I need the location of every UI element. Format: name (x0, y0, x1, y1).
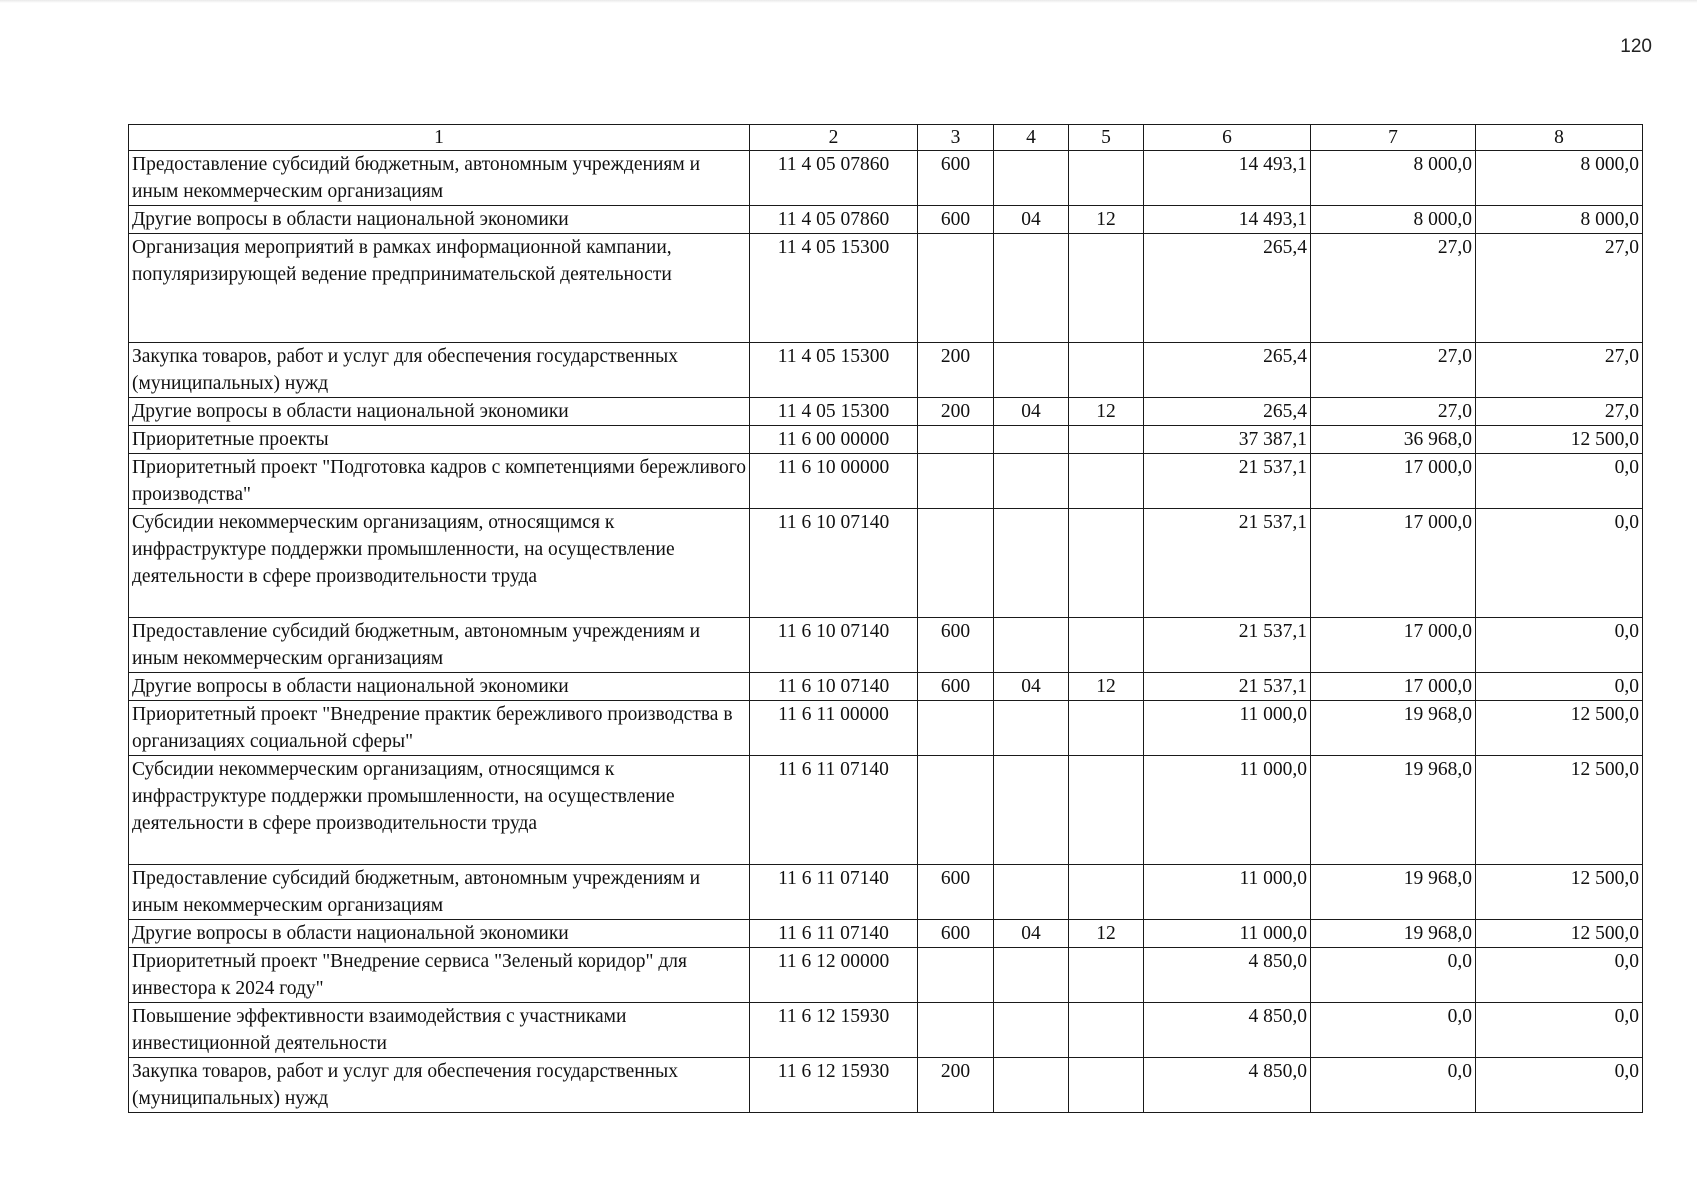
cell-col4: 04 (994, 206, 1069, 234)
header-row (129, 125, 1643, 151)
cell-col8: 0,0 (1476, 1058, 1643, 1113)
cell-code: 11 6 00 00000 (750, 426, 918, 454)
cell-col8: 0,0 (1476, 673, 1643, 701)
cell-col5: 12 (1069, 206, 1144, 234)
cell-col3: 200 (918, 343, 994, 398)
cell-col3 (918, 948, 994, 1003)
cell-col7: 19 968,0 (1311, 865, 1476, 920)
cell-col5 (1069, 343, 1144, 398)
cell-col4 (994, 1058, 1069, 1113)
cell-col8: 12 500,0 (1476, 426, 1643, 454)
cell-name: Организация мероприятий в рамках информационной кампании, популяризирующей ведение предпринимательской деятельности (129, 234, 750, 343)
cell-col7: 17 000,0 (1311, 618, 1476, 673)
cell-col7: 0,0 (1311, 948, 1476, 1003)
cell-col4: 04 (994, 673, 1069, 701)
cell-col3 (918, 701, 994, 756)
cell-col5 (1069, 426, 1144, 454)
table-row (129, 756, 1643, 865)
cell-col4 (994, 1003, 1069, 1058)
cell-col6: 265,4 (1144, 343, 1311, 398)
cell-code: 11 6 11 00000 (750, 701, 918, 756)
cell-col5: 12 (1069, 920, 1144, 948)
cell-col5 (1069, 948, 1144, 1003)
cell-col3 (918, 234, 994, 343)
cell-name: Субсидии некоммерческим организациям, относящимся к инфраструктуре поддержки промышленности, на осуществление деятельности в сфере производительности труда (129, 509, 750, 618)
cell-col5 (1069, 701, 1144, 756)
cell-name: Другие вопросы в области национальной экономики (129, 920, 750, 948)
cell-col4 (994, 151, 1069, 206)
cell-col5: 12 (1069, 398, 1144, 426)
cell-name: Приоритетные проекты (129, 426, 750, 454)
cell-col7: 27,0 (1311, 343, 1476, 398)
table-row (129, 701, 1643, 756)
table-row (129, 343, 1643, 398)
column-header-4: 4 (994, 125, 1069, 151)
cell-col8: 12 500,0 (1476, 865, 1643, 920)
cell-code: 11 6 12 00000 (750, 948, 918, 1003)
cell-col8: 27,0 (1476, 398, 1643, 426)
cell-col4 (994, 509, 1069, 618)
cell-col8: 8 000,0 (1476, 151, 1643, 206)
cell-col7: 27,0 (1311, 234, 1476, 343)
column-header-6: 6 (1144, 125, 1311, 151)
cell-col6: 4 850,0 (1144, 1058, 1311, 1113)
cell-code: 11 4 05 15300 (750, 398, 918, 426)
cell-code: 11 4 05 07860 (750, 151, 918, 206)
cell-col7: 8 000,0 (1311, 206, 1476, 234)
cell-code: 11 6 10 07140 (750, 509, 918, 618)
cell-col7: 27,0 (1311, 398, 1476, 426)
table-row (129, 1058, 1643, 1113)
cell-name: Другие вопросы в области национальной экономики (129, 673, 750, 701)
column-header-2: 2 (750, 125, 918, 151)
cell-col4 (994, 234, 1069, 343)
cell-col4: 04 (994, 920, 1069, 948)
table-row (129, 865, 1643, 920)
cell-name: Приоритетный проект "Внедрение сервиса "Зеленый коридор" для инвестора к 2024 году" (129, 948, 750, 1003)
cell-code: 11 6 10 07140 (750, 673, 918, 701)
table-row (129, 151, 1643, 206)
cell-col7: 19 968,0 (1311, 920, 1476, 948)
cell-col6: 265,4 (1144, 398, 1311, 426)
cell-col5 (1069, 509, 1144, 618)
cell-col8: 0,0 (1476, 454, 1643, 509)
cell-col3: 600 (918, 151, 994, 206)
table-row (129, 509, 1643, 618)
cell-col4: 04 (994, 398, 1069, 426)
cell-col4 (994, 426, 1069, 454)
cell-col8: 0,0 (1476, 948, 1643, 1003)
table-row (129, 398, 1643, 426)
cell-col5 (1069, 756, 1144, 865)
cell-col8: 8 000,0 (1476, 206, 1643, 234)
cell-code: 11 4 05 15300 (750, 343, 918, 398)
cell-code: 11 6 12 15930 (750, 1058, 918, 1113)
cell-col6: 21 537,1 (1144, 454, 1311, 509)
cell-col7: 8 000,0 (1311, 151, 1476, 206)
column-header-3: 3 (918, 125, 994, 151)
table-row (129, 1003, 1643, 1058)
cell-col7: 17 000,0 (1311, 454, 1476, 509)
cell-col6: 21 537,1 (1144, 673, 1311, 701)
cell-col6: 11 000,0 (1144, 920, 1311, 948)
cell-code: 11 6 11 07140 (750, 865, 918, 920)
table-row (129, 618, 1643, 673)
cell-col4 (994, 756, 1069, 865)
cell-col4 (994, 618, 1069, 673)
table-row (129, 673, 1643, 701)
cell-col5 (1069, 454, 1144, 509)
cell-col7: 19 968,0 (1311, 756, 1476, 865)
cell-col6: 11 000,0 (1144, 756, 1311, 865)
cell-col4 (994, 343, 1069, 398)
cell-col4 (994, 701, 1069, 756)
cell-col8: 12 500,0 (1476, 756, 1643, 865)
cell-col6: 4 850,0 (1144, 948, 1311, 1003)
column-header-8: 8 (1476, 125, 1643, 151)
cell-col3: 200 (918, 1058, 994, 1113)
cell-col8: 27,0 (1476, 343, 1643, 398)
cell-col3 (918, 426, 994, 454)
cell-name: Предоставление субсидий бюджетным, автономным учреждениям и иным некоммерческим организациям (129, 151, 750, 206)
cell-col4 (994, 454, 1069, 509)
cell-code: 11 4 05 15300 (750, 234, 918, 343)
cell-col3 (918, 454, 994, 509)
cell-col4 (994, 948, 1069, 1003)
cell-col5 (1069, 1003, 1144, 1058)
cell-col7: 19 968,0 (1311, 701, 1476, 756)
cell-col3: 600 (918, 618, 994, 673)
table-row (129, 948, 1643, 1003)
cell-col8: 0,0 (1476, 509, 1643, 618)
cell-col3 (918, 509, 994, 618)
column-header-7: 7 (1311, 125, 1476, 151)
table-row (129, 426, 1643, 454)
cell-col5 (1069, 1058, 1144, 1113)
column-header-1: 1 (129, 125, 750, 151)
cell-col5 (1069, 151, 1144, 206)
cell-name: Субсидии некоммерческим организациям, относящимся к инфраструктуре поддержки промышленности, на осуществление деятельности в сфере производительности труда (129, 756, 750, 865)
cell-col6: 4 850,0 (1144, 1003, 1311, 1058)
cell-name: Другие вопросы в области национальной экономики (129, 206, 750, 234)
cell-col3: 600 (918, 920, 994, 948)
cell-col6: 14 493,1 (1144, 206, 1311, 234)
cell-code: 11 6 12 15930 (750, 1003, 918, 1058)
cell-name: Другие вопросы в области национальной экономики (129, 398, 750, 426)
cell-col3 (918, 1003, 994, 1058)
cell-col5 (1069, 234, 1144, 343)
cell-col7: 0,0 (1311, 1003, 1476, 1058)
budget-table (128, 124, 1643, 1113)
table-row (129, 206, 1643, 234)
cell-col8: 12 500,0 (1476, 920, 1643, 948)
cell-col3: 600 (918, 673, 994, 701)
cell-code: 11 6 11 07140 (750, 920, 918, 948)
cell-col5 (1069, 865, 1144, 920)
cell-name: Повышение эффективности взаимодействия с участниками инвестиционной деятельности (129, 1003, 750, 1058)
cell-col6: 21 537,1 (1144, 509, 1311, 618)
cell-col8: 0,0 (1476, 618, 1643, 673)
cell-name: Предоставление субсидий бюджетным, автономным учреждениям и иным некоммерческим организациям (129, 618, 750, 673)
cell-code: 11 6 10 00000 (750, 454, 918, 509)
table-body (129, 151, 1643, 1113)
cell-col8: 0,0 (1476, 1003, 1643, 1058)
cell-name: Предоставление субсидий бюджетным, автономным учреждениям и иным некоммерческим организациям (129, 865, 750, 920)
cell-col7: 36 968,0 (1311, 426, 1476, 454)
cell-col5: 12 (1069, 673, 1144, 701)
table-header (129, 125, 1643, 151)
cell-col7: 17 000,0 (1311, 673, 1476, 701)
cell-col3 (918, 756, 994, 865)
cell-code: 11 4 05 07860 (750, 206, 918, 234)
cell-col6: 21 537,1 (1144, 618, 1311, 673)
cell-name: Закупка товаров, работ и услуг для обеспечения государственных (муниципальных) нужд (129, 1058, 750, 1113)
cell-col8: 12 500,0 (1476, 701, 1643, 756)
cell-name: Приоритетный проект "Подготовка кадров с компетенциями бережливого производства" (129, 454, 750, 509)
cell-col6: 37 387,1 (1144, 426, 1311, 454)
cell-col8: 27,0 (1476, 234, 1643, 343)
cell-col7: 17 000,0 (1311, 509, 1476, 618)
cell-col5 (1069, 618, 1144, 673)
cell-col6: 11 000,0 (1144, 701, 1311, 756)
cell-col7: 0,0 (1311, 1058, 1476, 1113)
table-row (129, 454, 1643, 509)
cell-col4 (994, 865, 1069, 920)
column-header-5: 5 (1069, 125, 1144, 151)
cell-col3: 600 (918, 206, 994, 234)
cell-name: Приоритетный проект "Внедрение практик бережливого производства в организациях социальной сферы" (129, 701, 750, 756)
cell-code: 11 6 10 07140 (750, 618, 918, 673)
cell-code: 11 6 11 07140 (750, 756, 918, 865)
cell-col3: 200 (918, 398, 994, 426)
scan-edge (0, 0, 1697, 3)
table-row (129, 234, 1643, 343)
table-row (129, 920, 1643, 948)
cell-col6: 14 493,1 (1144, 151, 1311, 206)
cell-col3: 600 (918, 865, 994, 920)
cell-col6: 265,4 (1144, 234, 1311, 343)
page-number: 120 (1620, 36, 1652, 57)
cell-col6: 11 000,0 (1144, 865, 1311, 920)
cell-name: Закупка товаров, работ и услуг для обеспечения государственных (муниципальных) нужд (129, 343, 750, 398)
